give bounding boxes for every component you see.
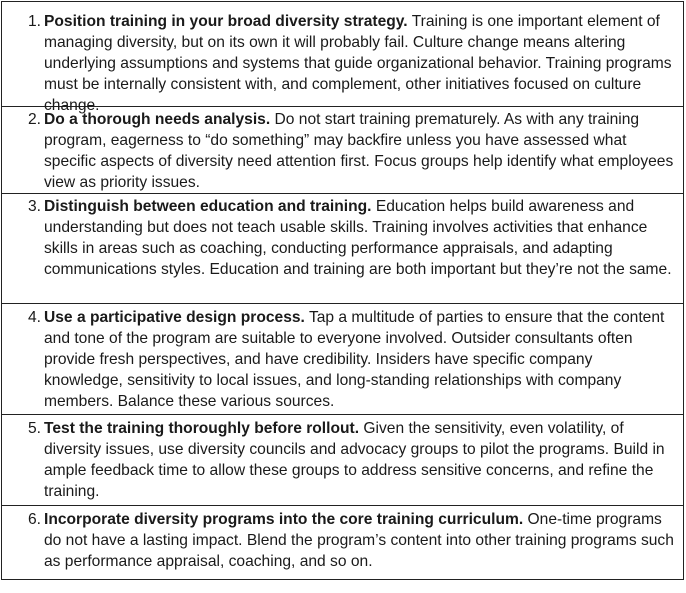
list-item: [2, 2, 683, 114]
item-heading: Use a participative design process.: [44, 309, 305, 326]
item-heading: Position training in your broad diversity strategy.: [44, 13, 408, 30]
list-item: [2, 505, 683, 579]
list-item: [2, 193, 683, 303]
item-body: One-time programs do not have a lasting impact. Blend the program’s content into other training programs such as performance appraisal, coaching, and so on.: [44, 511, 674, 570]
item-number: 3.: [27, 198, 41, 215]
item-text: [44, 509, 683, 579]
item-number: 6.: [27, 511, 41, 528]
item-body: Tap a multitude of parties to ensure that the content and tone of the program are suitable to everyone involved. Outsider consultants often provide fresh perspectives, and have credibility. Insiders have specific company knowledge, sensitivity to local issues, and long-standing relationships with company members. Balance these various sources.: [44, 309, 665, 410]
item-number: 5.: [27, 420, 41, 437]
item-text: [44, 196, 683, 303]
item-text: [44, 109, 683, 193]
item-text: [44, 418, 683, 505]
item-text: [44, 11, 683, 114]
item-body: Do not start training prematurely. As with any training program, eagerness to “do something” may backfire unless you have assessed what specific aspects of diversity need attention first. Focus groups help identify what employees view as priority issues.: [44, 111, 674, 191]
item-text: [44, 307, 683, 414]
item-number: 2.: [27, 111, 41, 128]
list-item: [2, 414, 683, 505]
item-body: Training is one important element of managing diversity, but on its own it will probably fail. Culture change means altering underlying assumptions and systems that guide organizational behavior. Training programs must be internally consistent with, and complement, other initiatives focused on culture change.: [44, 13, 672, 114]
item-number: 4.: [27, 309, 41, 326]
item-heading: Incorporate diversity programs into the core training curriculum.: [44, 511, 524, 528]
list-item: [2, 106, 683, 193]
item-body: Given the sensitivity, even volatility, of diversity issues, use diversity councils and advocacy groups to pilot the programs. Build in ample feedback time to allow these groups to address sensitive concerns, and refine the training.: [44, 420, 665, 500]
list-item: [2, 303, 683, 414]
item-heading: Test the training thoroughly before rollout.: [44, 420, 360, 437]
item-number: 1.: [27, 13, 41, 30]
item-heading: Distinguish between education and training.: [44, 198, 372, 215]
item-heading: Do a thorough needs analysis.: [44, 111, 271, 128]
item-body: Education helps build awareness and understanding but does not teach usable skills. Training involves activities that enhance skills in areas such as coaching, conducting performance appraisals, and adapting communications styles. Education and training are both important but they’re not the same.: [44, 198, 672, 278]
guidelines-table: [1, 1, 684, 580]
